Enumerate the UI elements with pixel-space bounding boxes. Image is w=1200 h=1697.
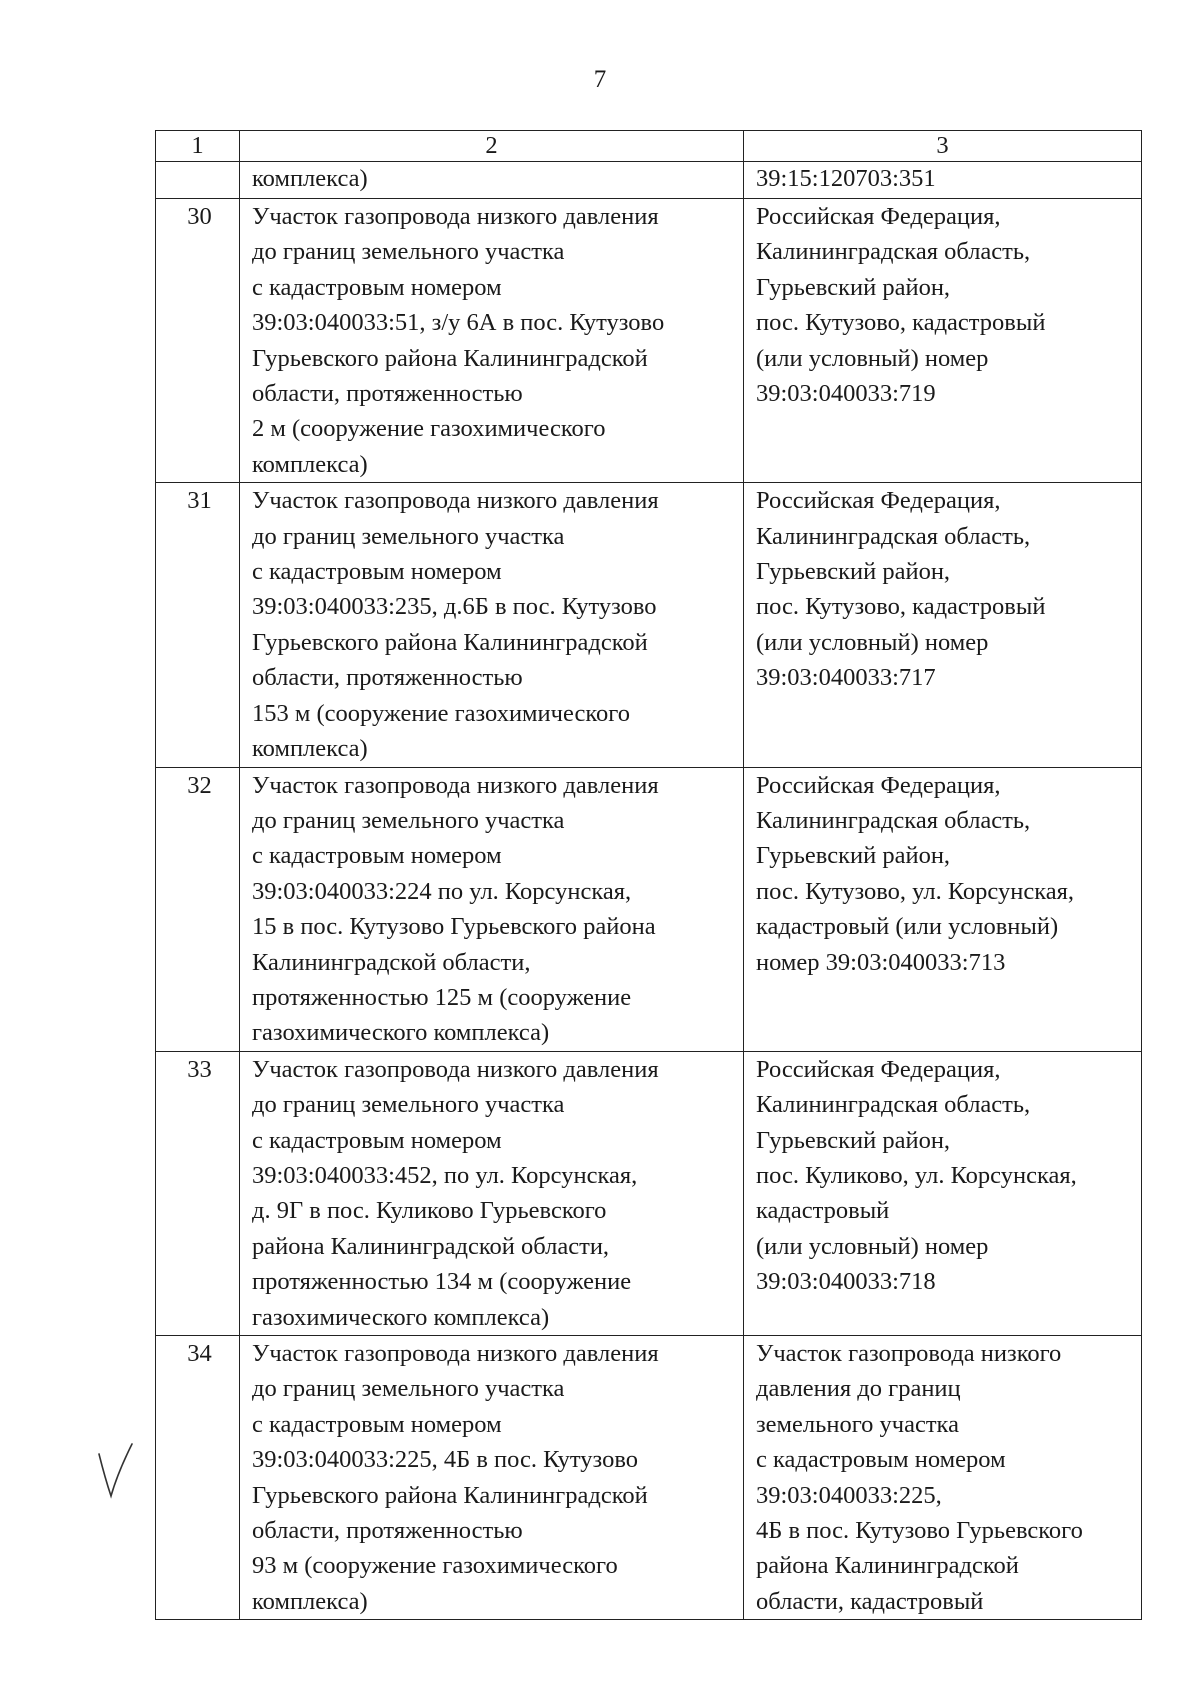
description-line: 39:03:040033:235, д.6Б в пос. Кутузово	[252, 593, 657, 621]
location-line: Гурьевский район,	[756, 842, 951, 870]
description-line: 153 м (сооружение газохимического	[252, 699, 630, 727]
row-location-cell	[744, 1336, 1142, 1620]
description-line: Участок газопровода низкого давления	[252, 771, 659, 799]
location-line: Гурьевский район,	[756, 1126, 951, 1154]
location-line: Российская Федерация,	[756, 487, 1001, 515]
location-line: Калининградская область,	[756, 806, 1031, 834]
table-row	[156, 1051, 1142, 1335]
row-description-cell	[240, 199, 744, 483]
description-line: 39:03:040033:452, по ул. Корсунская,	[252, 1161, 638, 1189]
location-line: Гурьевский район,	[756, 558, 951, 586]
description-line: до границ земельного участка	[252, 806, 565, 834]
description-line: Участок газопровода низкого давления	[252, 1340, 659, 1367]
row-number-cell	[156, 162, 240, 199]
description-line: протяженностью 134 м (сооружение	[252, 1268, 632, 1296]
description-line: Гурьевского района Калининградской	[252, 628, 648, 656]
row-location-cell	[744, 162, 1142, 199]
description-line: комплекса)	[252, 165, 368, 192]
description-line: до границ земельного участка	[252, 238, 565, 266]
location-line: района Калининградской	[756, 1552, 1019, 1580]
location-line: 39:03:040033:718	[756, 1268, 936, 1296]
row-description-cell	[240, 483, 744, 767]
description-line: Участок газопровода низкого давления	[252, 487, 659, 515]
row-description-cell	[240, 767, 744, 1051]
description-line: Калининградской области,	[252, 948, 531, 976]
row-number-cell: 33	[156, 1051, 240, 1335]
row-description-cell	[240, 1051, 744, 1335]
location-line: номер 39:03:040033:713	[756, 948, 1006, 976]
location-line: 39:03:040033:225,	[756, 1481, 942, 1509]
description-line: с кадастровым номером	[252, 558, 502, 586]
table-row	[156, 199, 1142, 483]
table-row-continuation	[156, 162, 1142, 199]
location-line: пос. Кутузово, кадастровый	[756, 593, 1046, 621]
handwritten-check-mark	[95, 1440, 135, 1500]
description-line: Участок газопровода низкого давления	[252, 203, 659, 230]
description-line: Гурьевского района Калининградской	[252, 1481, 648, 1509]
location-line: пос. Куликово, ул. Корсунская,	[756, 1161, 1077, 1189]
row-number-cell: 32	[156, 767, 240, 1051]
description-line: газохимического комплекса)	[252, 1019, 550, 1047]
description-line: области, протяженностью	[252, 664, 523, 692]
location-line: Участок газопровода низкого	[756, 1340, 1062, 1367]
row-location-cell	[744, 483, 1142, 767]
location-line: давления до границ	[756, 1375, 961, 1403]
objects-table	[155, 130, 1142, 1620]
description-line: комплекса)	[252, 1587, 368, 1615]
description-line: комплекса)	[252, 450, 368, 478]
table-body	[156, 131, 1142, 1620]
description-line: с кадастровым номером	[252, 1126, 502, 1154]
description-line: до границ земельного участка	[252, 522, 565, 550]
description-line: Гурьевского района Калининградской	[252, 344, 648, 372]
location-line: (или условный) номер	[756, 628, 989, 656]
description-line: 2 м (сооружение газохимического	[252, 415, 606, 443]
location-line: 39:03:040033:719	[756, 380, 936, 408]
header-cell-description: 2	[240, 131, 744, 162]
description-line: 39:03:040033:51, з/у 6А в пос. Кутузово	[252, 309, 665, 337]
description-line: протяженностью 125 м (сооружение	[252, 983, 632, 1011]
table-row	[156, 767, 1142, 1051]
location-line: Гурьевский район,	[756, 273, 951, 301]
row-number-cell: 31	[156, 483, 240, 767]
location-line: области, кадастровый	[756, 1587, 984, 1615]
description-line: до границ земельного участка	[252, 1091, 565, 1119]
row-location-cell	[744, 767, 1142, 1051]
location-line: кадастровый (или условный)	[756, 913, 1059, 941]
location-line: пос. Кутузово, кадастровый	[756, 309, 1046, 337]
row-description-cell	[240, 162, 744, 199]
location-line: (или условный) номер	[756, 1232, 989, 1260]
description-line: комплекса)	[252, 735, 368, 763]
header-cell-number: 1	[156, 131, 240, 162]
description-line: 39:03:040033:224 по ул. Корсунская,	[252, 877, 632, 905]
table-header-row	[156, 131, 1142, 162]
location-line: пос. Кутузово, ул. Корсунская,	[756, 877, 1075, 905]
row-description-cell	[240, 1336, 744, 1620]
location-line: с кадастровым номером	[756, 1446, 1006, 1474]
row-number-cell: 34	[156, 1336, 240, 1620]
description-line: области, протяженностью	[252, 380, 523, 408]
location-line: (или условный) номер	[756, 344, 989, 372]
description-line: области, протяженностью	[252, 1517, 523, 1545]
description-line: с кадастровым номером	[252, 273, 502, 301]
description-line: с кадастровым номером	[252, 1410, 502, 1438]
page-number: 7	[593, 66, 607, 93]
description-line: Участок газопровода низкого давления	[252, 1055, 659, 1083]
description-line: с кадастровым номером	[252, 842, 502, 870]
description-line: района Калининградской области,	[252, 1232, 610, 1260]
location-line: Российская Федерация,	[756, 203, 1001, 230]
location-line: Калининградская область,	[756, 1091, 1031, 1119]
location-line: Калининградская область,	[756, 238, 1031, 266]
description-line: газохимического комплекса)	[252, 1303, 550, 1331]
location-line: земельного участка	[756, 1410, 959, 1438]
description-line: 39:03:040033:225, 4Б в пос. Кутузово	[252, 1446, 638, 1474]
location-line: 4Б в пос. Кутузово Гурьевского	[756, 1517, 1083, 1545]
location-line: Калининградская область,	[756, 522, 1031, 550]
description-line: до границ земельного участка	[252, 1375, 565, 1403]
row-location-cell	[744, 1051, 1142, 1335]
location-line: 39:03:040033:717	[756, 664, 936, 692]
location-line: 39:15:120703:351	[756, 165, 936, 192]
description-line: 93 м (сооружение газохимического	[252, 1552, 618, 1580]
location-line: Российская Федерация,	[756, 1055, 1001, 1083]
table-row	[156, 1336, 1142, 1620]
description-line: д. 9Г в пос. Куликово Гурьевского	[252, 1197, 607, 1225]
row-number-cell: 30	[156, 199, 240, 483]
location-line: Российская Федерация,	[756, 771, 1001, 799]
row-location-cell	[744, 199, 1142, 483]
header-cell-location: 3	[744, 131, 1142, 162]
location-line: кадастровый	[756, 1197, 890, 1225]
description-line: 15 в пос. Кутузово Гурьевского района	[252, 913, 656, 941]
table-row	[156, 483, 1142, 767]
